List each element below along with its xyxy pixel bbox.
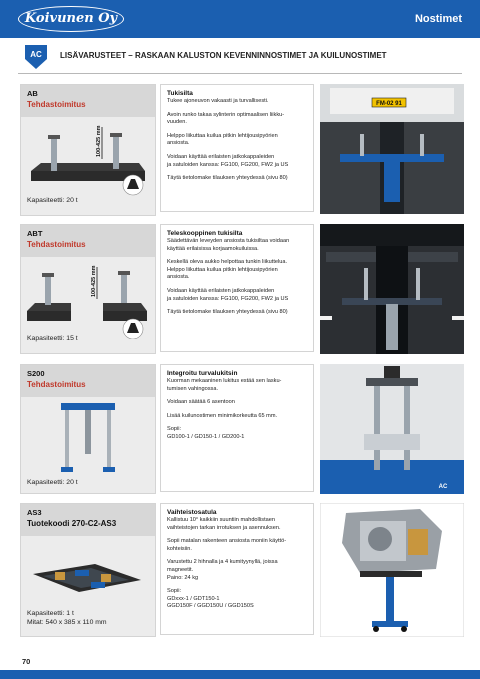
support-bridge-image: [21, 119, 155, 199]
description-line: Sopii:: [167, 426, 181, 433]
description-line: tumisen vahingossa.: [167, 385, 218, 392]
description-line: Varustettu 2 hihnalla ja 4 kumityynyllä, joissa: [167, 559, 278, 566]
description-line: Voidaan säätää 6 asentoon: [167, 399, 235, 406]
product-subtitle: Tehdastoimitus: [27, 240, 86, 249]
product-description: [160, 84, 314, 212]
description-line: Keskellä oleva aukko helpottaa tunkin liikuttelua.: [167, 259, 288, 266]
product-header: [21, 365, 155, 397]
photo-badge: AC: [438, 484, 448, 490]
capacity-label: Kapasiteetti: 20 t: [27, 479, 78, 486]
description-line: Kallistuu 10° kaikkiin suuntiin mahdollistaen: [167, 517, 275, 523]
page-number: 70: [22, 657, 31, 666]
description-line: ja satuloiden kanssa: FG100, FG200, FW2 ja US: [167, 161, 289, 168]
description-line: Täytä tietolomake tilauksen yhteydessä (sivu 80): [167, 309, 288, 316]
description-line: vaihteistojen tarkan irrotuksen ja asennuksen.: [167, 524, 281, 531]
product-description: [160, 364, 314, 492]
safety-lock-photo: [320, 364, 464, 494]
transmission-saddle-image: [21, 538, 155, 618]
description-line: Voidaan käyttää erilaisten jatkokappaleiden: [167, 287, 275, 294]
product-row-as3: [20, 503, 464, 637]
description-line: Säädettävän leveyden ansiosta tukisiltaa voidaan: [167, 238, 290, 244]
description-line: Avoin runko takaa sylinterin optimaalisen liikku-: [167, 111, 285, 118]
product-panel: [20, 364, 156, 494]
description-line: ansiosta.: [167, 274, 190, 281]
dimensions-label: Mitat: 540 x 385 x 110 mm: [27, 619, 107, 626]
product-panel: [20, 224, 156, 354]
heading-divider: [18, 73, 462, 74]
description-line: ja satuloiden kanssa: FG100, FG200, FW2 ja US: [167, 295, 289, 302]
page-heading: LISÄVARUSTEET – RASKAAN KALUSTON KEVENNINNOSTIMET JA KUILUNOSTIMET: [60, 51, 387, 60]
product-subtitle: Tehdastoimitus: [27, 380, 86, 389]
description-line: ansiosta.: [167, 140, 190, 147]
brand-logo: Koivunen Oy: [18, 6, 124, 32]
description-line: Helppo liikuttaa kuilua pitkin lehtijousipyörien: [167, 132, 278, 139]
product-header: [21, 225, 155, 257]
product-subtitle: Tehdastoimitus: [27, 100, 86, 109]
product-panel: [20, 84, 156, 216]
description-line: Helppo liikuttaa kuilua pitkin lehtijousipyörien: [167, 266, 278, 273]
ac-logo-text: AC: [30, 50, 42, 59]
product-subtitle: Tuotekoodi 270-C2-AS3: [27, 519, 117, 528]
product-header: [21, 504, 155, 536]
description-line: GD100-1 / GD150-1 / GD200-1: [167, 433, 245, 440]
description-line: Voidaan käyttää erilaisten jatkokappaleiden: [167, 153, 275, 160]
section-title: Nostimet: [414, 13, 462, 25]
product-description: [160, 503, 314, 635]
safety-lock-image: [21, 399, 155, 479]
license-plate: FM-02 91: [376, 101, 402, 107]
transmission-on-jack-photo: [320, 503, 464, 637]
description-line: Täytä tietolomake tilauksen yhteydessä (sivu 80): [167, 175, 288, 182]
capacity-label: Kapasiteetti: 15 t: [27, 335, 78, 342]
product-code: S200: [27, 369, 45, 378]
description-title: Vaihteistosatula: [167, 509, 217, 516]
product-row-abt: [20, 224, 464, 354]
product-row-ab: [20, 84, 464, 214]
description-line: käyttää erilaisissa korjaamokuiluissa.: [167, 245, 259, 252]
description-line: Lisää kuilunostimen minimikorkeutta 65 mm.: [167, 412, 278, 419]
capacity-label: Kapasiteetti: 1 t: [27, 610, 74, 617]
top-banner: [0, 0, 480, 38]
truck-pit-photo: [320, 84, 464, 214]
capacity-label: Kapasiteetti: 20 t: [27, 197, 78, 204]
product-panel: [20, 503, 156, 637]
description-title: Integroitu turvalukitsin: [167, 370, 238, 377]
pit-bridge-photo: [320, 224, 464, 354]
ac-brand-icon: [25, 45, 47, 69]
description-line: GDxxx-1 / GDT150-1: [167, 595, 220, 602]
dimension-label: 100-425 mm: [91, 265, 97, 297]
description-line: Tukee ajoneuvon vakaasti ja turvallisesti.: [167, 98, 269, 104]
product-code: AS3: [27, 508, 42, 517]
product-code: AB: [27, 89, 38, 98]
dimension-label: 100-425 mm: [96, 125, 102, 157]
description-line: Sopii matalan rakenteen ansiosta moniin käyttö-: [167, 538, 287, 545]
telescopic-bridge-image: [21, 259, 155, 339]
bottom-banner: [0, 670, 480, 679]
description-line: kohteisiin.: [167, 545, 192, 552]
product-code: ABT: [27, 229, 43, 238]
description-line: magneetit.: [167, 566, 194, 573]
description-line: Kuorman mekaaninen lukitus estää sen lasku-: [167, 378, 282, 384]
product-row-s200: [20, 364, 464, 494]
product-header: [21, 85, 155, 117]
description-line: Paino: 24 kg: [167, 574, 199, 581]
description-title: Tukisilta: [167, 90, 193, 97]
description-title: Teleskooppinen tukisilta: [167, 230, 243, 237]
description-line: GGD150F / GGD150U / GGD150S: [167, 603, 254, 610]
description-line: vuuden.: [167, 119, 187, 126]
product-description: [160, 224, 314, 352]
description-line: Sopii:: [167, 588, 181, 595]
